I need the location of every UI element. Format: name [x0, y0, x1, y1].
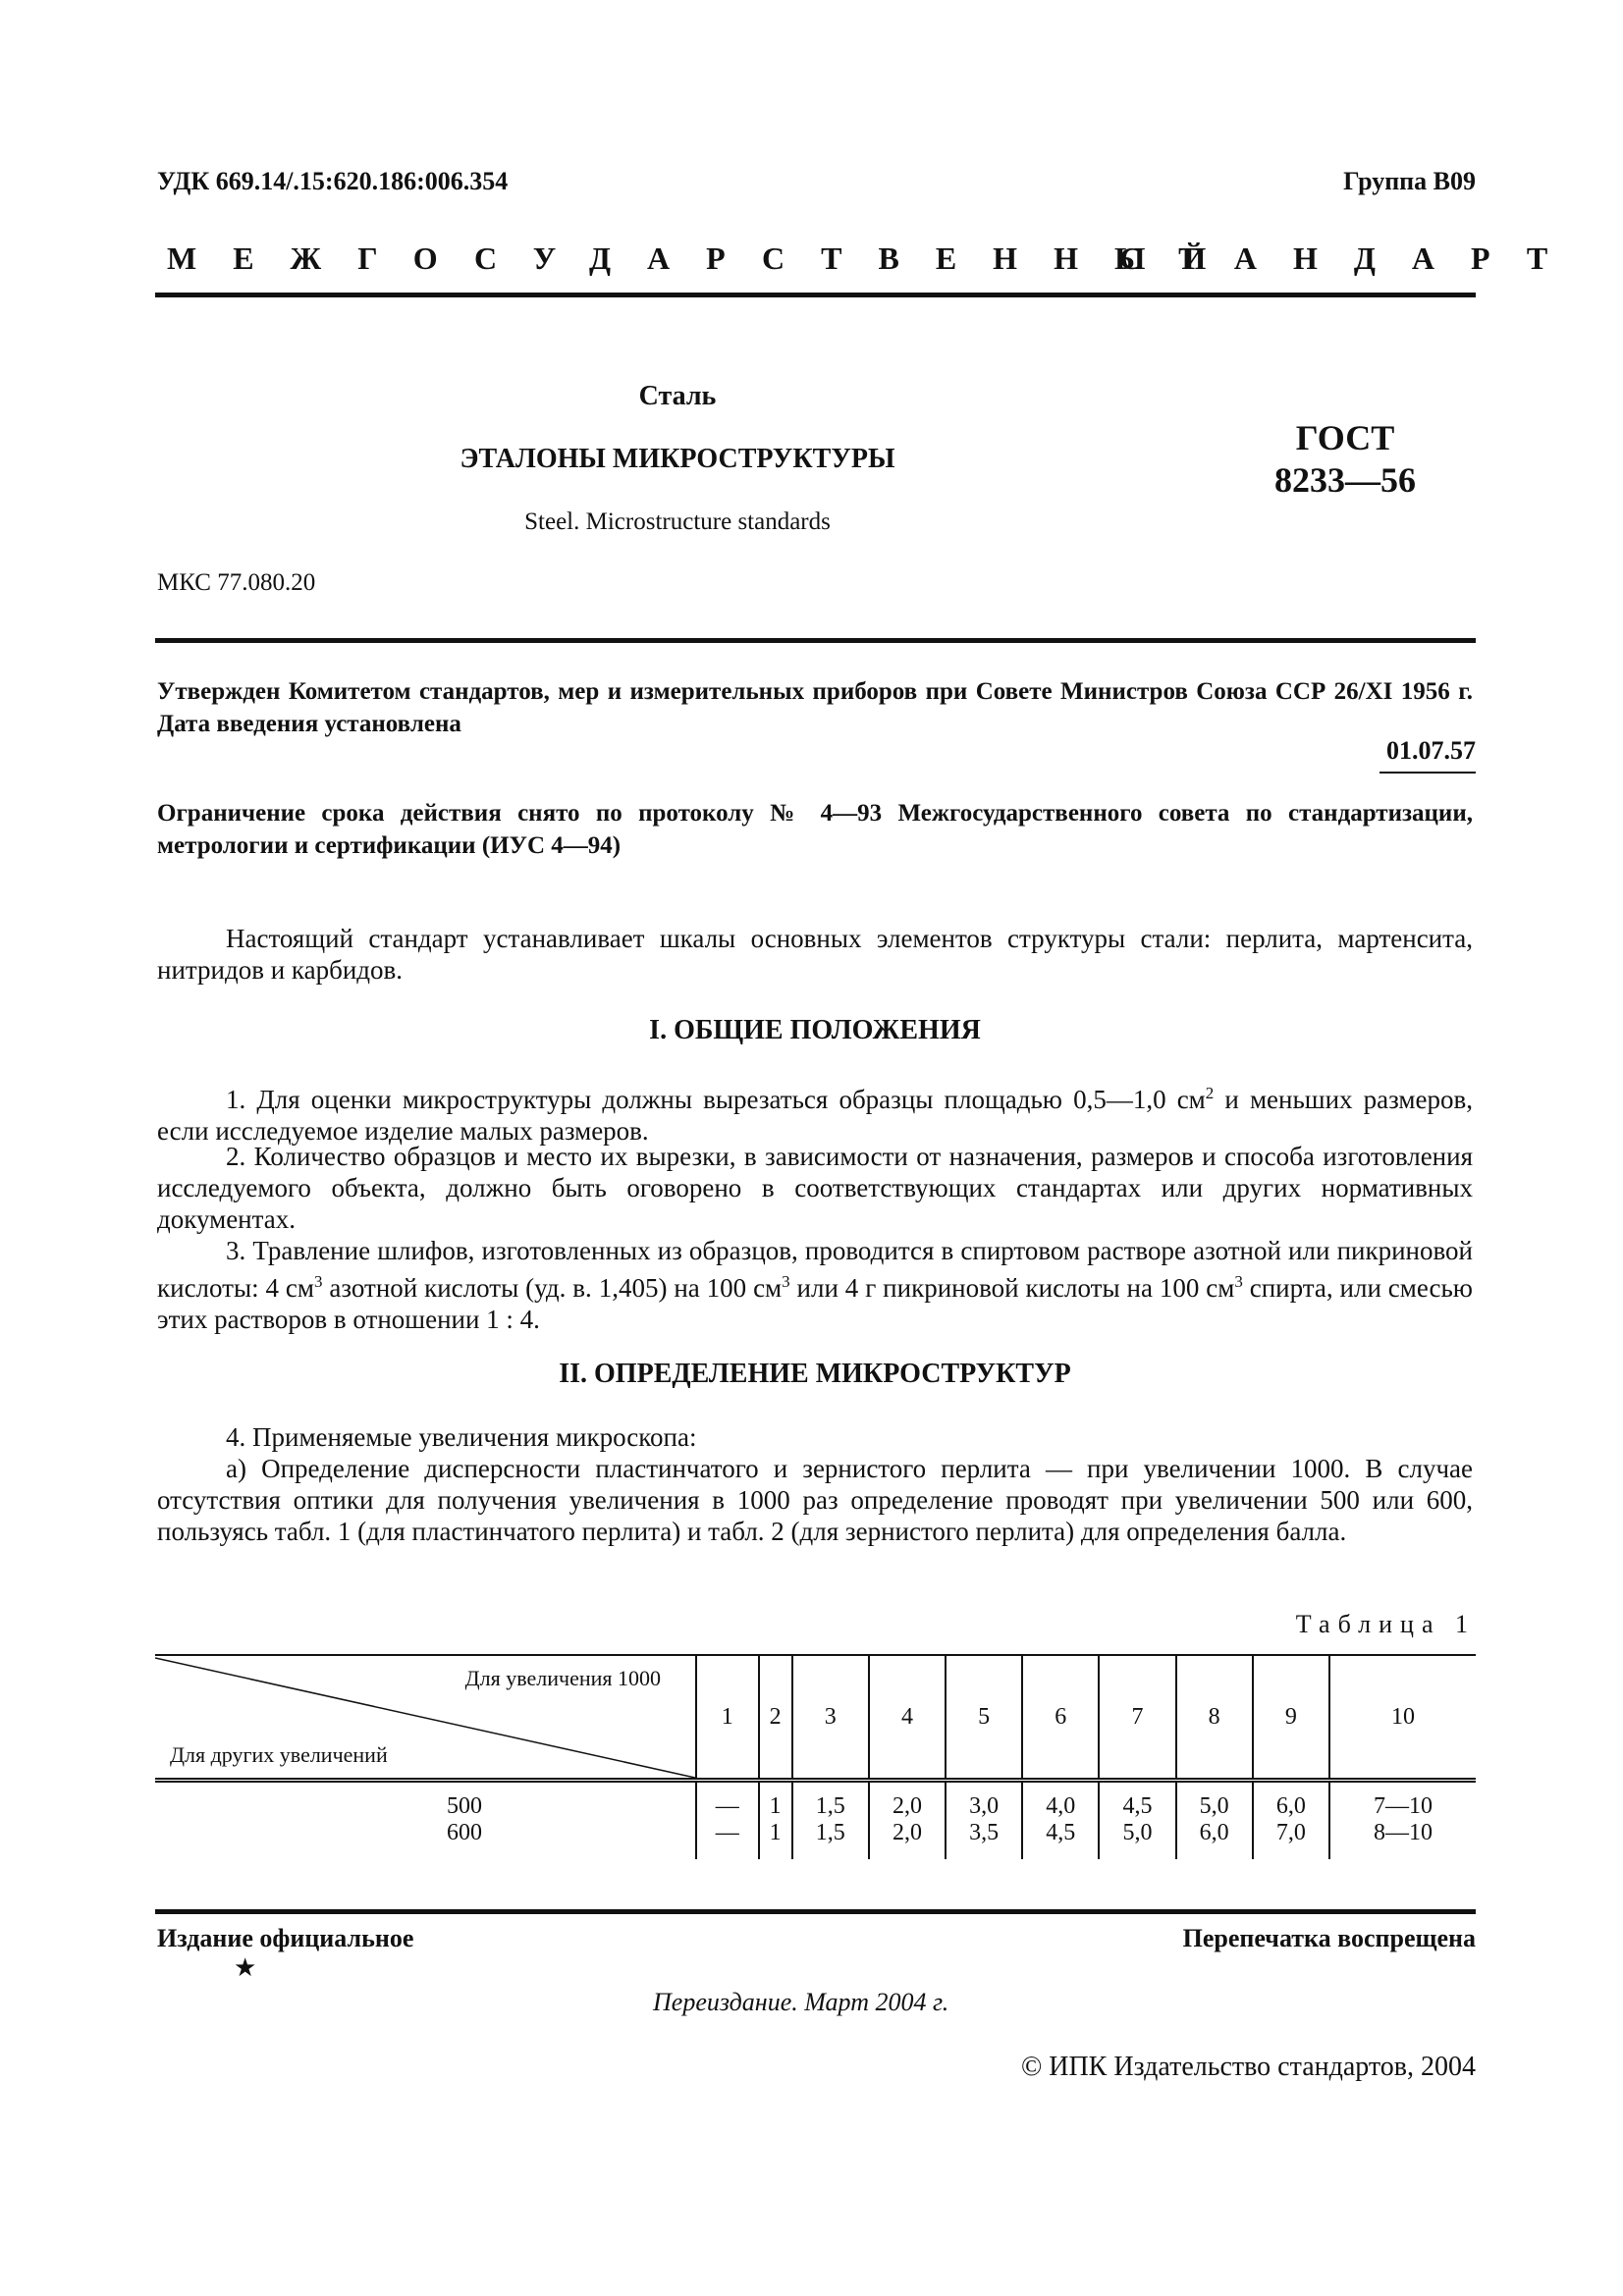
table-cell: —	[696, 1781, 759, 1820]
official-edition: Издание официальное	[157, 1924, 414, 1952]
standard-name: ЭТАЛОНЫ МИКРОСТРУКТУРЫ	[460, 444, 895, 474]
band-standard: СТАНДАРТ	[1119, 240, 1585, 276]
table-cell: 7—10	[1329, 1781, 1476, 1820]
col-header: 7	[1099, 1655, 1175, 1781]
table-cell: 8—10	[1329, 1820, 1476, 1859]
reissue-note: Переиздание. Март 2004 г.	[653, 1988, 949, 2016]
section2-item4a: а) Определение дисперсности пластинчатого и зернистого перлита — при увеличении 1000. В случае отсутствия оптики для получения увеличения в 1000 раз определение проводят при увеличении 500 или 600, пользуясь табл. 1 (для пластинчатого перлита) и табл. 2 (для зернистого перлита) для определения балла.	[157, 1454, 1473, 1546]
item1-text-a: 1. Для оценки микроструктуры должны вырезаться образцы площадью 0,5—1,0 см	[226, 1085, 1206, 1114]
table1-caption: Таблица 1	[1295, 1610, 1476, 1638]
table-cell: 1	[759, 1781, 792, 1820]
approval-date-rule	[1380, 772, 1476, 774]
table1-corner-cell	[155, 1655, 696, 1781]
item1-sup: 2	[1205, 1084, 1215, 1102]
col-header: 9	[1253, 1655, 1329, 1781]
restriction-text: Ограничение срока действия снято по протоколу № 4—93 Межгосударственного совета по стандартизации, метрологии и сертификации (ИУС 4—94)	[157, 800, 1473, 859]
row-label: 500	[447, 1792, 482, 1819]
group-code: Группа В09	[1343, 167, 1476, 195]
item3-text-c: или 4 г пикриновой кислоты на 100 см	[789, 1273, 1235, 1303]
row-label: 600	[447, 1819, 482, 1845]
table-cell: 4,5	[1099, 1781, 1175, 1820]
intro-paragraph: Настоящий стандарт устанавливает шкалы основных элементов структуры стали: перлита, мартенсита, нитридов и карбидов.	[157, 924, 1473, 985]
item3-sup1: 3	[313, 1272, 323, 1291]
mks-code: МКС 77.080.20	[157, 569, 316, 596]
table-cell: 7,0	[1253, 1820, 1329, 1859]
table-cell: 2,0	[869, 1781, 946, 1820]
section2-title: II. ОПРЕДЕЛЕНИЕ МИКРОСТРУКТУР	[559, 1359, 1071, 1389]
table1	[155, 1654, 1476, 1859]
approval-date: 01.07.57	[1386, 736, 1476, 765]
section1-title: I. ОБЩИЕ ПОЛОЖЕНИЯ	[649, 1015, 981, 1045]
title-rule	[155, 638, 1476, 643]
approval-text: Утвержден Комитетом стандартов, мер и измерительных приборов при Совете Министров Союза ССР 26/XI 1956 г. Дата введения установлена	[157, 678, 1473, 737]
col-header: 6	[1022, 1655, 1099, 1781]
col-header: 10	[1329, 1655, 1476, 1781]
udk-code: УДК 669.14/.15:620.186:006.354	[157, 167, 509, 195]
english-title: Steel. Microstructure standards	[524, 508, 831, 535]
table1-row	[155, 1820, 1476, 1859]
reprint-notice: Перепечатка воспрещена	[1182, 1924, 1476, 1952]
table-cell: 2,0	[869, 1820, 946, 1859]
copyright: © ИПК Издательство стандартов, 2004	[1020, 2052, 1476, 2082]
item3-text-d: спирта, или смесью этих растворов в отношении 1 : 4.	[157, 1273, 1473, 1334]
table-cell: 1,5	[792, 1820, 869, 1859]
item3-text-b: азотной кислоты (уд. в. 1,405) на 100 см	[322, 1273, 783, 1303]
band-interstate: МЕЖГОСУДАРСТВЕННЫЙ	[167, 240, 1243, 276]
table1-row	[155, 1781, 1476, 1820]
col-header: 2	[759, 1655, 792, 1781]
item3-text-a: 3. Травление шлифов, изготовленных из образцов, проводится в спиртовом растворе азотной или пикриновой кислоты: 4 см	[157, 1236, 1473, 1303]
table-cell: 1	[759, 1820, 792, 1859]
table-cell: 5,0	[1099, 1820, 1175, 1859]
table1-header-row	[155, 1655, 1476, 1781]
section1-item3	[157, 1235, 1473, 1335]
section2-item4: 4. Применяемые увеличения микроскопа:	[226, 1422, 697, 1452]
header-rule	[155, 293, 1476, 297]
item3-sup3: 3	[1234, 1272, 1243, 1291]
table-cell: 4,5	[1022, 1820, 1099, 1859]
star-mark: ★	[234, 1953, 257, 1982]
table-cell: 5,0	[1176, 1781, 1253, 1820]
col-header: 5	[946, 1655, 1022, 1781]
col-header: 8	[1176, 1655, 1253, 1781]
table-cell: 6,0	[1176, 1820, 1253, 1859]
col-header: 1	[696, 1655, 759, 1781]
section1-item2: 2. Количество образцов и место их вырезки, в зависимости от назначения, размеров и способа изготовления исследуемого объекта, должно быть оговорено в соответствующих стандартах или других нормативных документах.	[157, 1142, 1473, 1234]
col-header: 3	[792, 1655, 869, 1781]
table-cell: 6,0	[1253, 1781, 1329, 1820]
section1-item1	[157, 1078, 1473, 1147]
table-cell: —	[696, 1820, 759, 1859]
col-header: 4	[869, 1655, 946, 1781]
table-cell: 1,5	[792, 1781, 869, 1820]
table-cell: 3,5	[946, 1820, 1022, 1859]
gost-label: ГОСТ	[1295, 418, 1395, 457]
material-title: Сталь	[638, 381, 717, 411]
item3-sup2: 3	[782, 1272, 790, 1291]
table-cell: 3,0	[946, 1781, 1022, 1820]
table-cell: 4,0	[1022, 1781, 1099, 1820]
corner-top-label: Для увеличения 1000	[464, 1666, 661, 1690]
corner-bottom-label: Для других увеличений	[170, 1742, 388, 1767]
footer-rule	[155, 1909, 1476, 1914]
gost-number: 8233—56	[1274, 460, 1416, 500]
item1-text-b: и меньших размеров, если исследуемое изделие малых размеров.	[157, 1085, 1474, 1146]
